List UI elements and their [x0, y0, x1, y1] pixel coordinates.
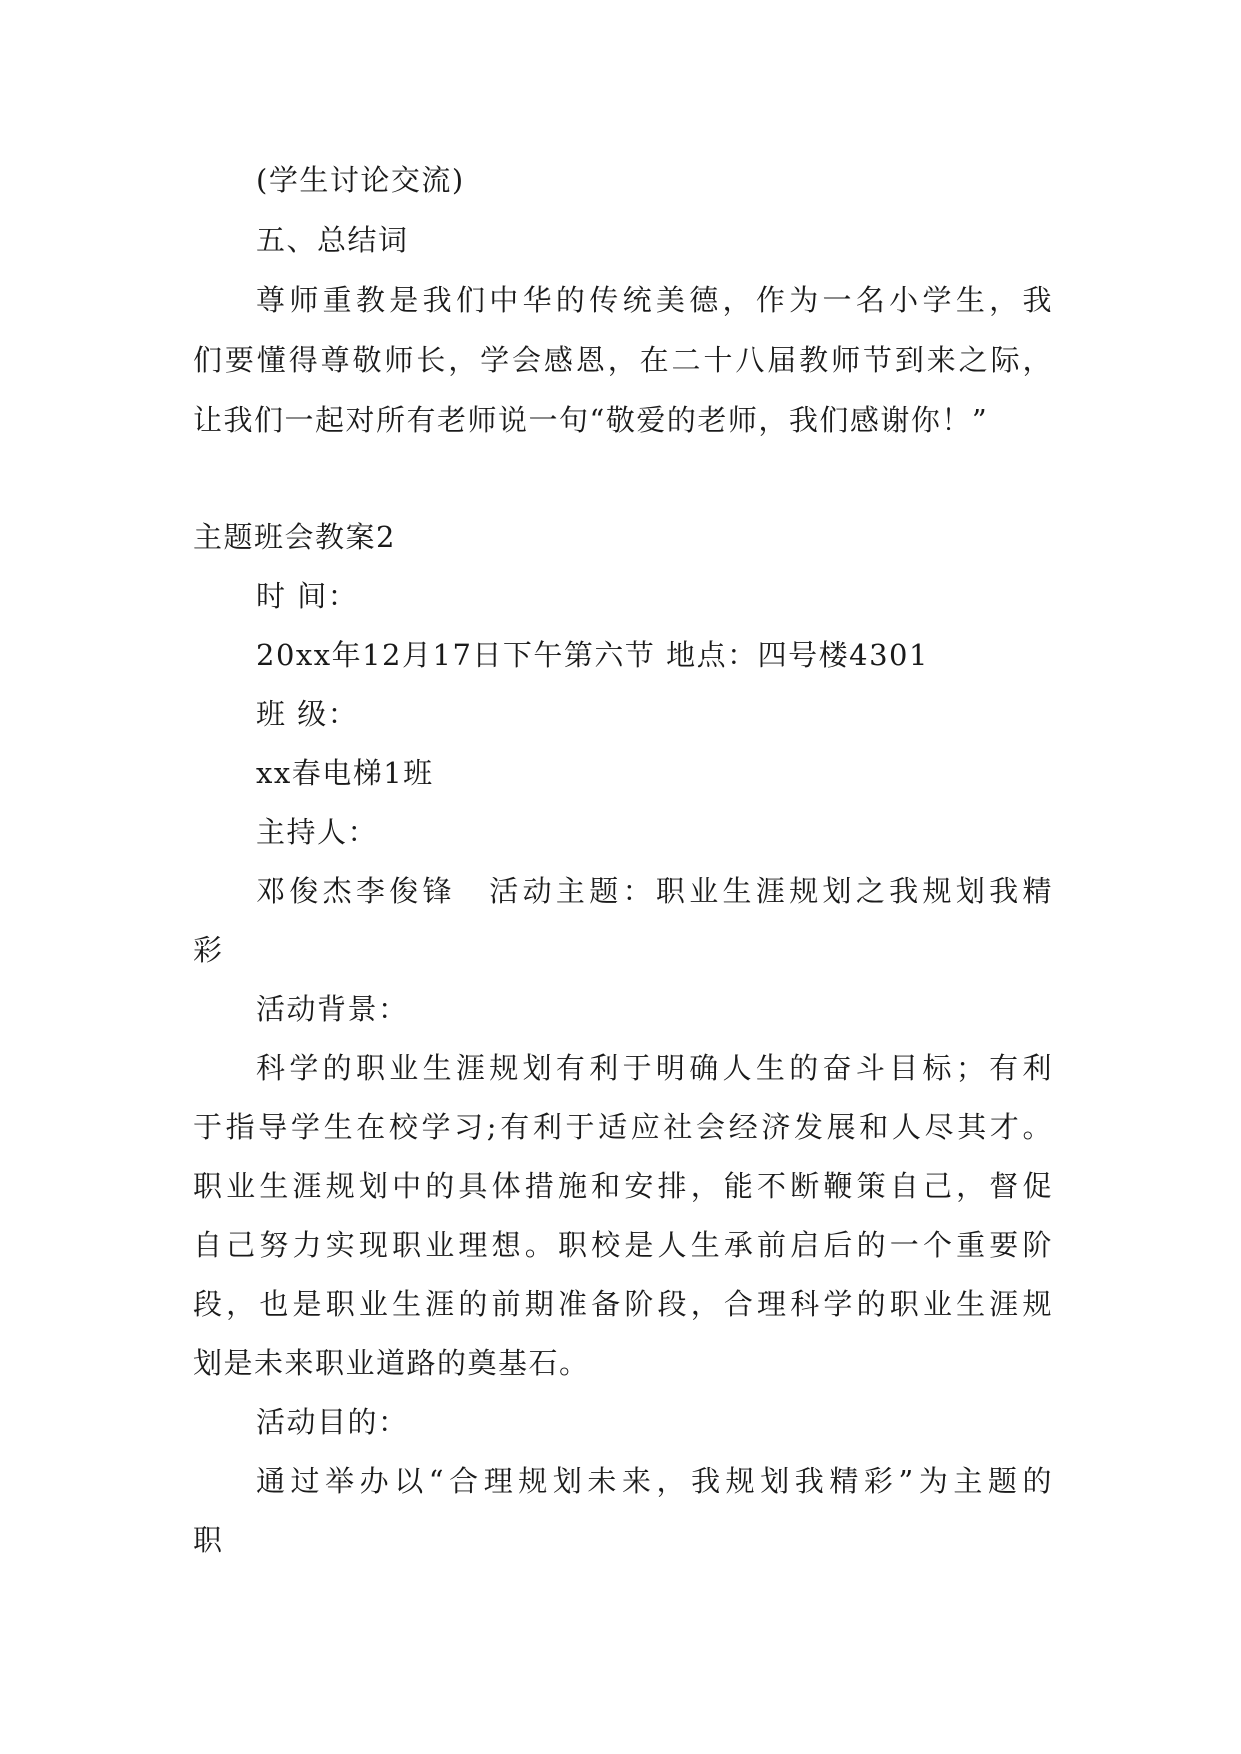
host-value-line: 邓俊杰李俊锋 活动主题：职业生涯规划之我规划我精 — [256, 874, 1053, 908]
background-label: 活动背景： — [256, 992, 409, 1026]
lesson-plan-title: 主题班会教案2 — [193, 520, 396, 554]
background-line: 于指导学生在校学习;有利于适应社会经济发展和人尽其才。 — [193, 1110, 1053, 1144]
summary-paragraph-line: 让我们一起对所有老师说一句“敬爱的老师，我们感谢你！” — [193, 403, 989, 437]
summary-paragraph-line: 尊师重教是我们中华的传统美德，作为一名小学生，我 — [256, 283, 1053, 317]
class-value: xx春电梯1班 — [256, 756, 434, 790]
background-line: 划是未来职业道路的奠基石。 — [193, 1346, 590, 1380]
purpose-line: 职 — [193, 1523, 224, 1557]
class-label: 班 级： — [256, 697, 359, 731]
time-value: 20xx年12月17日下午第六节 地点：四号楼4301 — [256, 638, 929, 672]
purpose-label: 活动目的： — [256, 1405, 409, 1439]
host-label: 主持人： — [256, 815, 379, 849]
background-line: 段，也是职业生涯的前期准备阶段，合理科学的职业生涯规 — [193, 1287, 1053, 1321]
host-value-line: 彩 — [193, 933, 224, 967]
summary-heading: 五、总结词 — [256, 223, 409, 257]
summary-paragraph-line: 们要懂得尊敬师长，学会感恩，在二十八届教师节到来之际， — [193, 343, 1053, 377]
background-line: 职业生涯规划中的具体措施和安排，能不断鞭策自己，督促 — [193, 1169, 1053, 1203]
purpose-line: 通过举办以“合理规划未来，我规划我精彩”为主题的 — [256, 1464, 1053, 1498]
background-line: 科学的职业生涯规划有利于明确人生的奋斗目标；有利 — [256, 1051, 1053, 1085]
background-line: 自己努力实现职业理想。职校是人生承前启后的一个重要阶 — [193, 1228, 1053, 1262]
time-label: 时 间： — [256, 579, 359, 613]
discussion-note: (学生讨论交流) — [256, 163, 465, 197]
